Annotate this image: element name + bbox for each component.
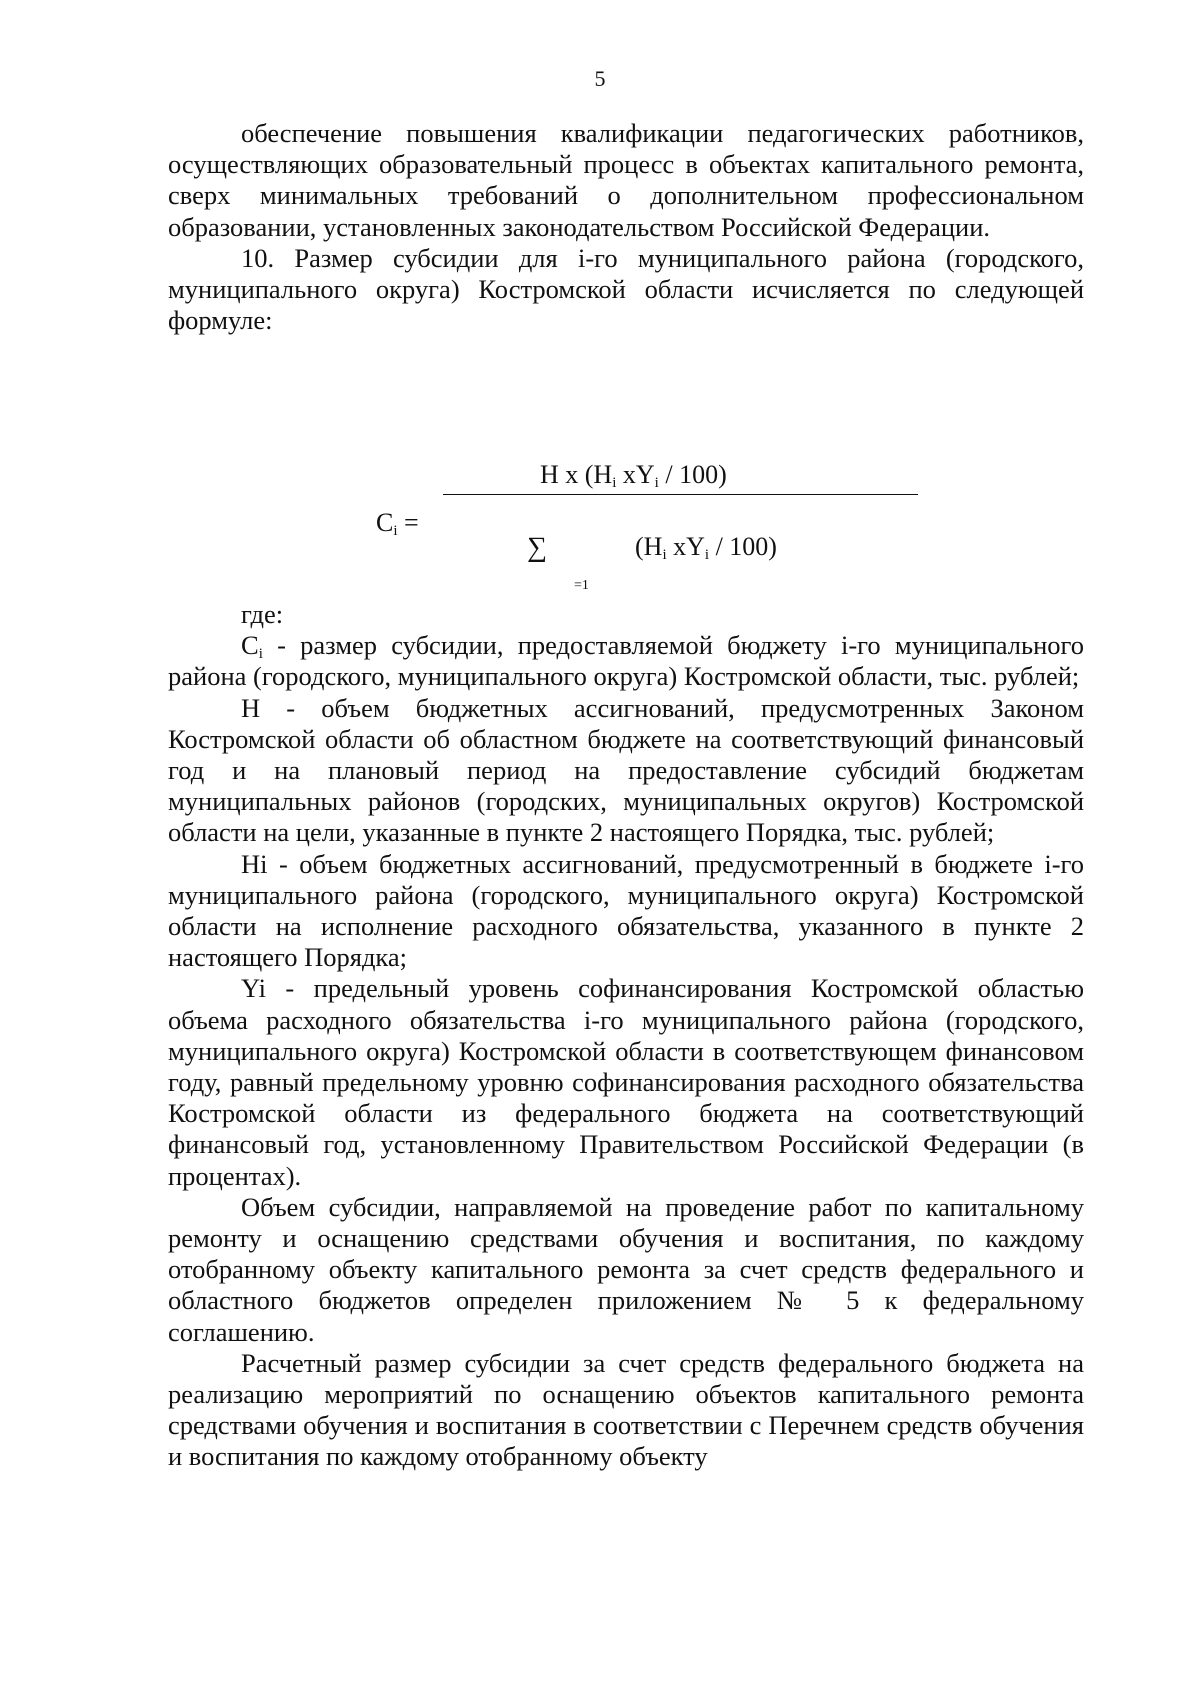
paragraph: Расчетный размер субсидии за счет средств федерального бюджета на реализацию мероприятий по оснащению объектов капитального ремонта средствами обучения и воспитания в соответствии с Перечнем средств обучения и воспитания по каждому отобранному объекту (168, 1347, 1084, 1472)
text-block-bottom (168, 599, 1084, 1473)
where-label: где: (241, 599, 284, 629)
sum-lower-limit: =1 (574, 578, 589, 593)
definition-hi: Нi - объем бюджетных ассигнований, предусмотренный в бюджете i-го муниципального района (городского, муниципального округа) Костромской области на исполнение расходного обязательства, указанного в пункте 2 настоящего Порядка; (168, 848, 1084, 973)
paragraph: обеспечение повышения квалификации педагогических работников, осуществляющих образовательный процесс в объектах капитального ремонта, сверх минимальных требований о дополнительном профессиональном образовании, установленных законодательством Российской Федерации. (168, 118, 1084, 242)
page-number: 5 (594, 66, 606, 91)
formula-denominator: ($H_i$ $xY_i / 100$) (635, 532, 777, 563)
text-block-top (168, 118, 1084, 336)
subsidy-formula (0, 460, 1200, 600)
fraction-line (443, 494, 918, 495)
paragraph: Объем субсидии, направляемой на проведение работ по капитальному ремонту и оснащению средствами обучения и воспитания, по каждому отобранному объекту капитального ремонта за счет средств федерального и областного бюджетов определен приложением № 5 к федеральному соглашению. (168, 1191, 1084, 1347)
paragraph: 10. Размер субсидии для i-го муниципального района (городского, муниципального округа) Костромской области исчисляется по следующей формуле: (168, 242, 1084, 336)
sum-symbol: ∑ (527, 532, 547, 563)
formula-lhs: $C_i$ = (376, 508, 419, 539)
definition-ci: $C_i$ - размер субсидии, предоставляемой бюджету i-го муниципального района (городского, муниципального округа) Костромской области, тыс. рублей; (168, 630, 1084, 692)
definition-yi: Yi - предельный уровень софинансирования Костромской областью объема расходного обязательства i-го муниципального района (городского, муниципального округа) Костромской области в соответствующем финансовом году, равный предельному уровню софинансирования расходного обязательства Костромской области из федерального бюджета на соответствующий финансовый год, установленному Правительством Российской Федерации (в процентах). (168, 973, 1084, 1191)
definition-h: Н - объем бюджетных ассигнований, предусмотренных Законом Костромской области об областном бюджете на соответствующий финансовый год и на плановый период на предоставление субсидий бюджетам муниципальных районов (городских, муниципальных округов) Костромской области на цели, указанные в пункте 2 настоящего Порядка, тыс. рублей; (168, 692, 1084, 848)
formula-numerator: H x ($H_i$ $xY_i / 100$) (540, 460, 727, 491)
